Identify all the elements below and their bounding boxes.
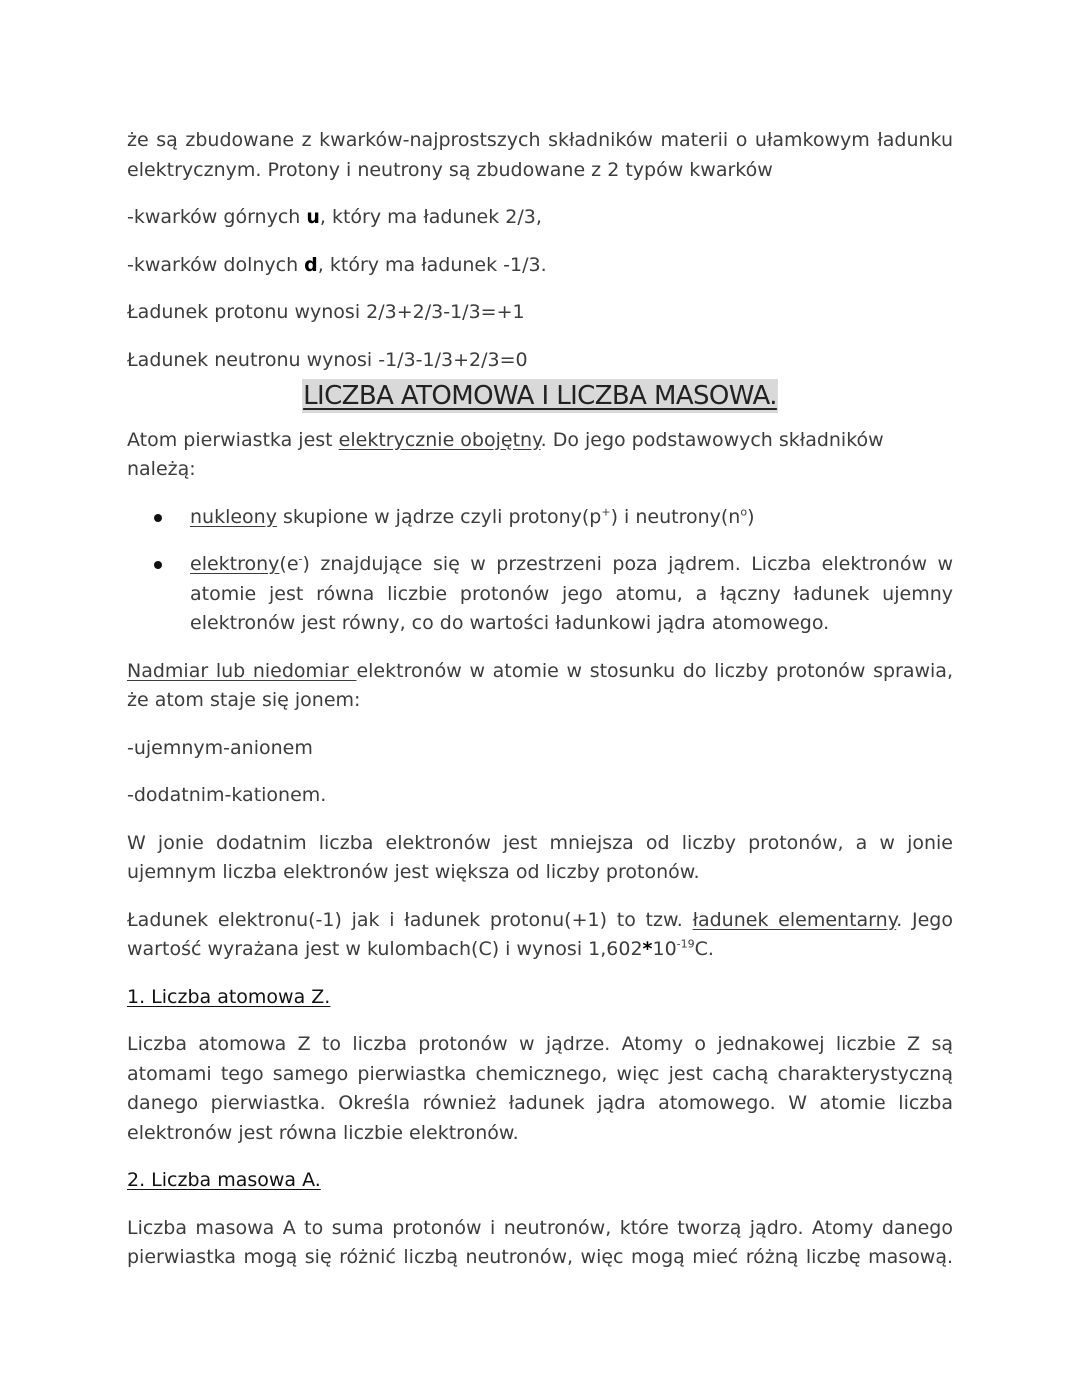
components-list xyxy=(127,503,953,639)
nucleons-text-end: ) xyxy=(747,505,755,528)
atom-intro-prefix: Atom pierwiastka jest xyxy=(127,428,339,451)
list-item xyxy=(127,550,953,639)
down-quark-line xyxy=(127,251,953,281)
electrons-link[interactable]: elektrony xyxy=(190,553,280,575)
quark-intro-paragraph xyxy=(127,126,953,185)
atomic-number-heading: 1. Liczba atomowa Z. xyxy=(127,985,331,1008)
nucleons-text: skupione w jądrze czyli protony(p xyxy=(276,505,602,528)
section-heading: LICZBA ATOMOWA I LICZBA MASOWA. xyxy=(303,381,777,411)
ion-compare-paragraph: W jonie dodatnim liczba elektronów jest mniejsza od liczby protonów, a w jonie ujemnym liczba elektronów jest większa od liczby protonów. xyxy=(127,831,953,883)
mass-number-paragraph: Liczba masowa A to suma protonów i neutronów, które tworzą jądro. Atomy danego pierwiastka mogą się różnić liczbą neutronów, więc mogą mieć różną liczbę masową. xyxy=(127,1216,953,1268)
section-heading-wrap xyxy=(127,379,953,414)
atomic-number-paragraph: Liczba atomowa Z to liczba protonów w jądrze. Atomy o jednakowej liczbie Z są atomami tego samego pierwiastka chemicznego, więc jest cachą charakterystyczną danego pierwiastka. Określa również ładunek jądra atomowego. W atomie liczba elektronów jest równa liczbie elektronów. xyxy=(127,1033,953,1144)
exponent: -19 xyxy=(676,937,695,951)
neutron-charge-sup: o xyxy=(740,505,748,519)
electrons-symbol: (e xyxy=(279,553,299,575)
quark-intro-line1: że są zbudowane z kwarków-najprostszych składników materii o ułamkowym ładunku xyxy=(127,129,953,151)
elementary-prefix: Ładunek elektronu(-1) jak i ładunek protonu(+1) to tzw. xyxy=(127,908,693,931)
quark-intro-line2: elektrycznym. Protony i neutrony są zbudowane z 2 typów kwarków xyxy=(127,158,773,181)
proton-charge-line: Ładunek protonu wynosi 2/3+2/3-1/3=+1 xyxy=(127,301,525,323)
up-quark-charge: , który ma ładunek 2/3, xyxy=(319,206,542,228)
electron-charge-sup: - xyxy=(298,552,303,566)
up-quark-symbol: u xyxy=(306,206,320,228)
multiply-sign: * xyxy=(642,938,653,960)
ions-paragraph xyxy=(127,657,953,716)
electrically-neutral-link[interactable]: elektrycznie obojętny xyxy=(338,428,541,451)
proton-charge-sup: + xyxy=(601,505,611,519)
list-item xyxy=(127,503,953,533)
elementary-charge-link[interactable]: ładunek elementarny xyxy=(692,908,897,931)
coulomb-unit: C. xyxy=(694,938,714,960)
atom-intro-suffix: . Do jego podstawowych składników należą: xyxy=(127,428,884,480)
mass-number-heading: 2. Liczba masowa A. xyxy=(127,1169,321,1191)
down-quark-prefix: -kwarków dolnych xyxy=(127,253,305,276)
nucleons-link[interactable]: nukleony xyxy=(190,505,277,528)
section1-title xyxy=(127,983,953,1013)
atom-intro-paragraph xyxy=(127,426,953,485)
bullet-icon xyxy=(154,561,162,569)
document-page xyxy=(127,126,953,1291)
electrons-text: ) znajdujące się w przestrzeni poza jądrem. Liczba elektronów w atomie jest równa liczbie protonów jego atomu, a łączny ładunek ujemny elektronów jest równy, co do wartości ładunkowi jądra atomowego. xyxy=(190,553,953,634)
up-quark-line xyxy=(127,203,953,233)
cation-line: -dodatnim-kationem. xyxy=(127,784,327,806)
base-ten: 10 xyxy=(652,938,677,960)
elementary-value-text: . Jego wartość wyrażana jest w kulombach(C) i wynosi 1,602 xyxy=(127,908,953,960)
excess-deficit-link[interactable]: Nadmiar lub niedomiar xyxy=(127,659,357,682)
anion-line: -ujemnym-anionem xyxy=(127,736,313,759)
down-quark-charge: , który ma ładunek -1/3. xyxy=(317,253,547,276)
elementary-charge-paragraph xyxy=(127,906,953,965)
section2-title xyxy=(127,1166,953,1196)
down-quark-symbol: d xyxy=(304,253,318,276)
up-quark-prefix: -kwarków górnych xyxy=(127,206,307,228)
nucleons-text-mid: ) i neutrony(n xyxy=(610,505,741,528)
bullet-icon xyxy=(154,514,162,522)
neutron-charge-line: Ładunek neutronu wynosi -1/3-1/3+2/3=0 xyxy=(127,348,528,371)
ions-text: elektronów w atomie w stosunku do liczby protonów sprawia, że atom staje się jonem: xyxy=(127,659,953,711)
